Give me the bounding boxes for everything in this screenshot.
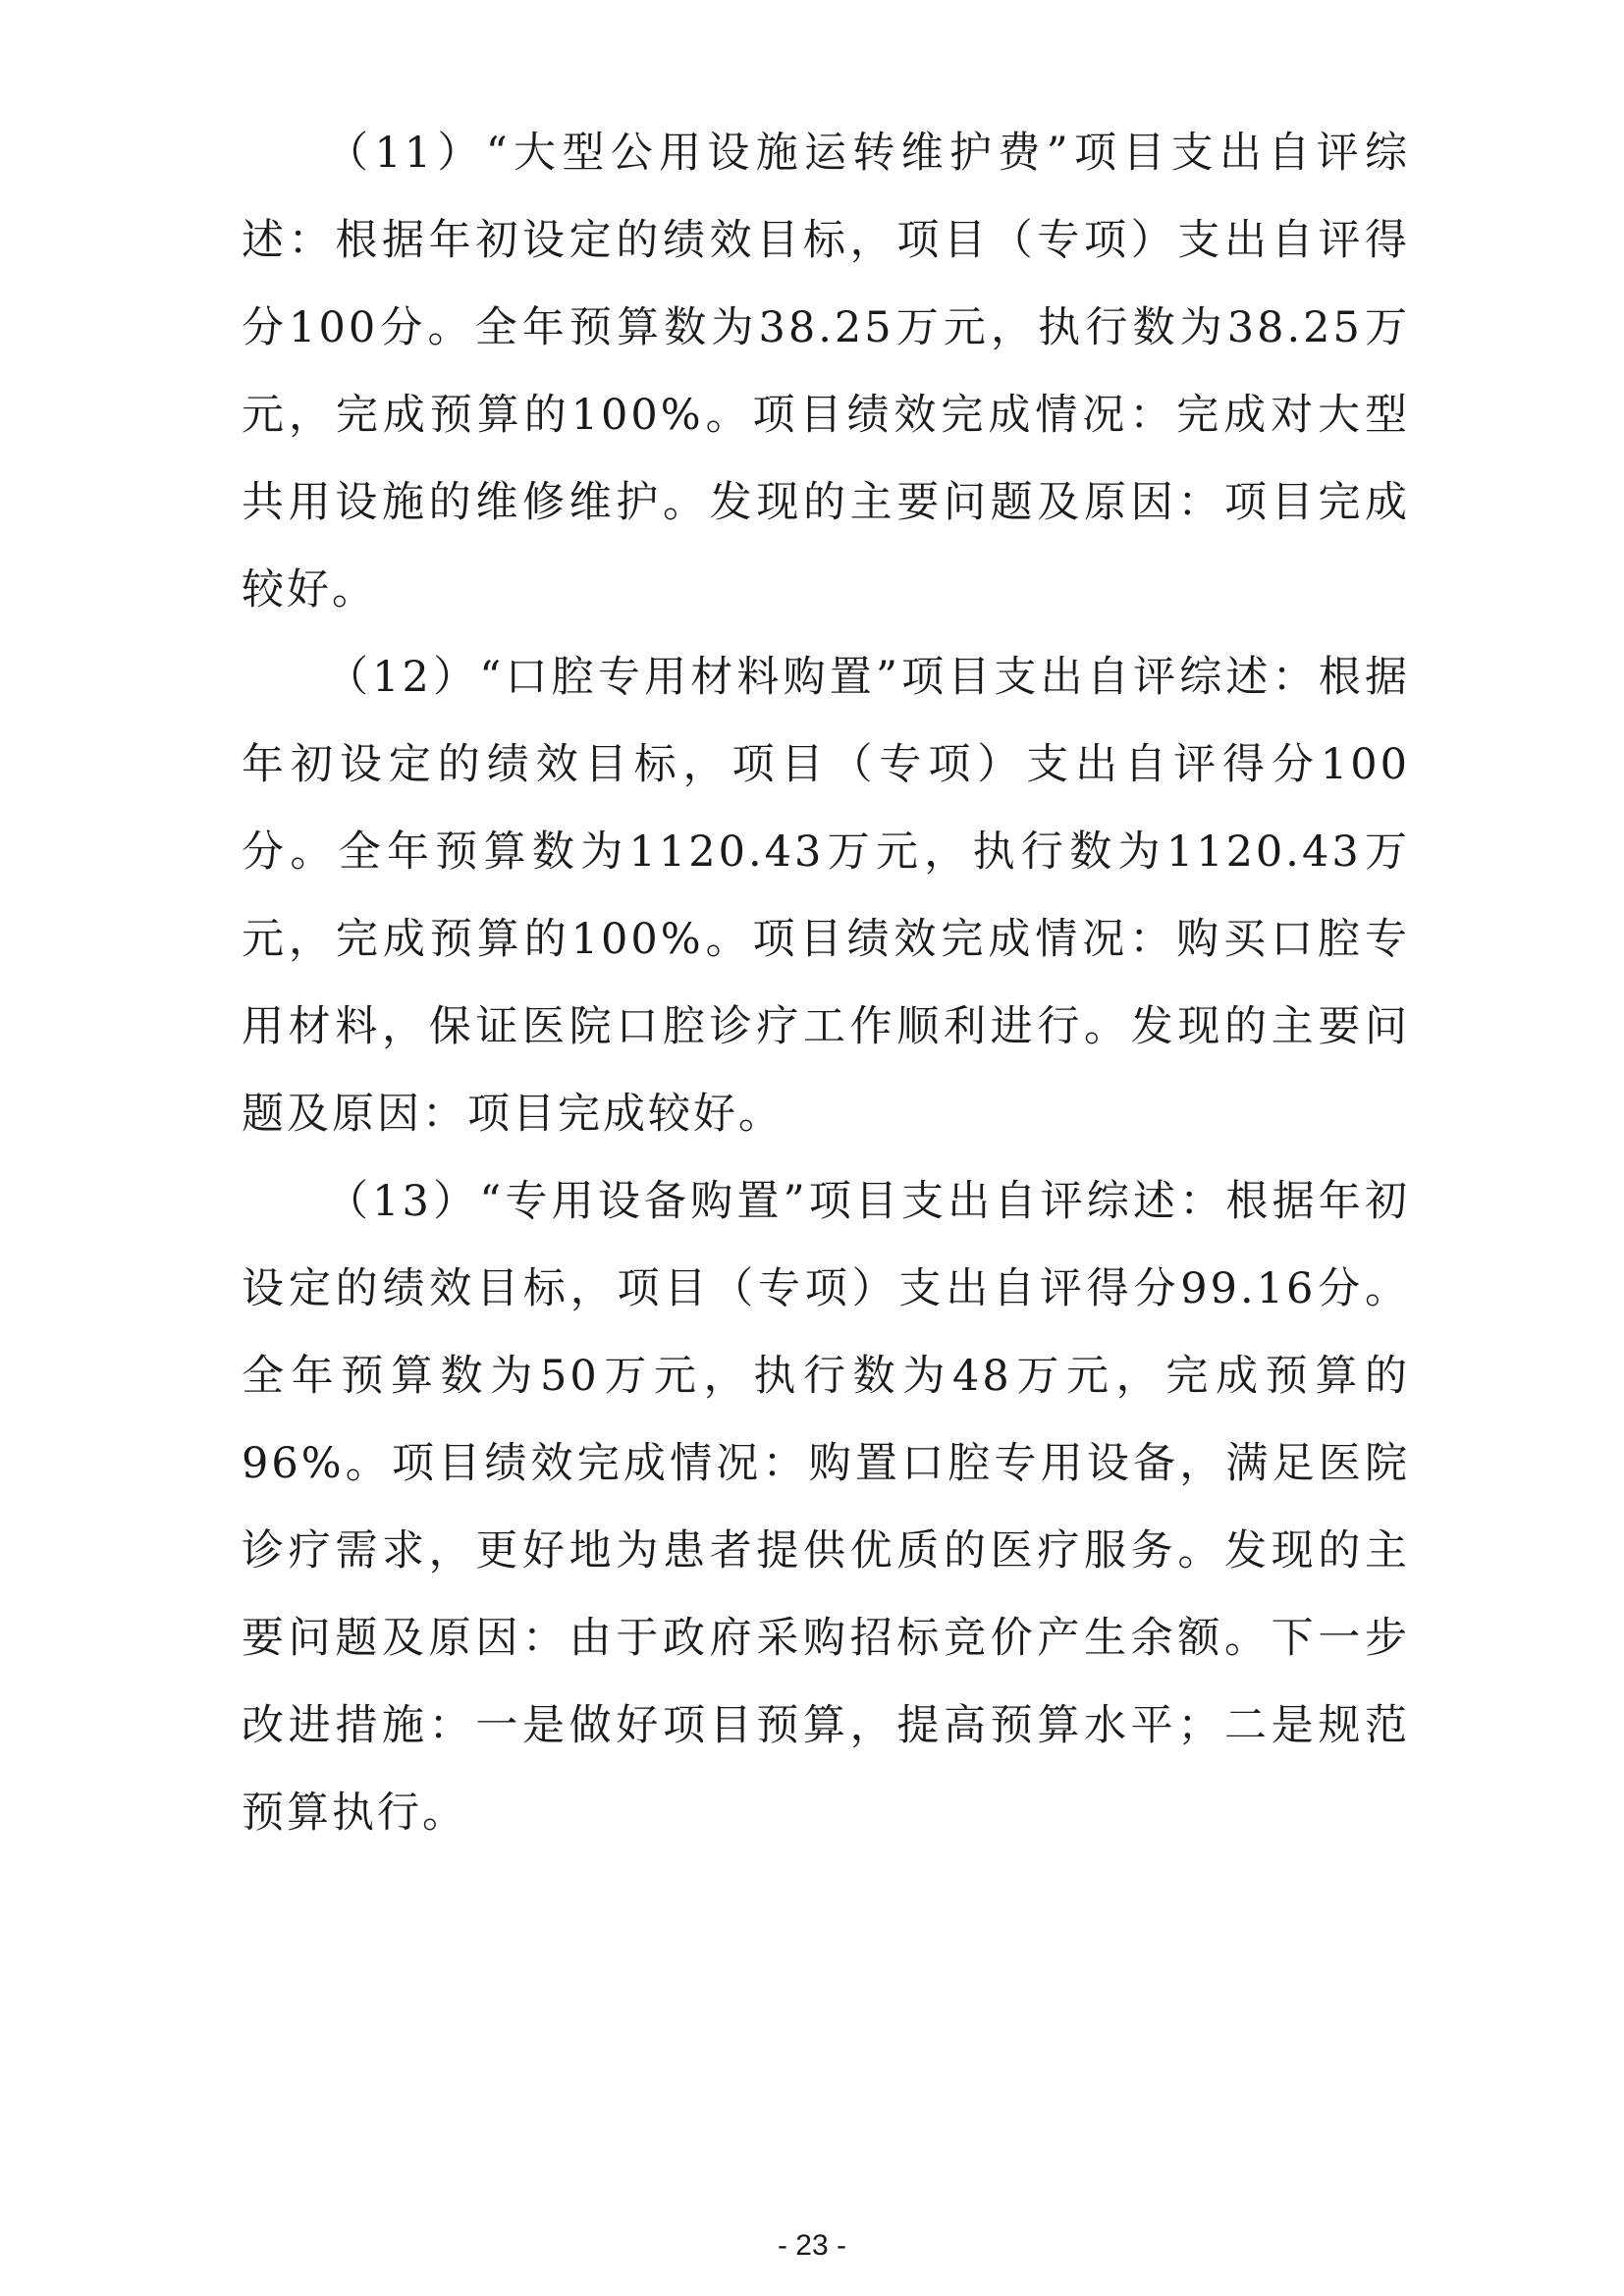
paragraph-item-13: （13）“专用设备购置”项目支出自评综述：根据年初设定的绩效目标，项目（专项）支出自评得分99.16分。全年预算数为50万元，执行数为48万元，完成预算的96%。项目绩效完成情况：购置口腔专用设备，满足医院诊疗需求，更好地为患者提供优质的医疗服务。发现的主要问题及原因：由于政府采购招标竞价产生余额。下一步改进措施：一是做好项目预算，提高预算水平；二是规范预算执行。 (242, 1177, 1410, 1838)
page-number: - 23 - (777, 2229, 847, 2262)
paragraph-item-11: （11）“大型公用设施运转维护费”项目支出自评综述：根据年初设定的绩效目标，项目（专项）支出自评得分100分。全年预算数为38.25万元，执行数为38.25万元，完成预算的100%。项目绩效完成情况：完成对大型共用设施的维修维护。发现的主要问题及原因：项目完成较好。 (242, 129, 1410, 614)
paragraph-item-12: （12）“口腔专用材料购置”项目支出自评综述：根据年初设定的绩效目标，项目（专项）支出自评得分100分。全年预算数为1120.43万元，执行数为1120.43万元，完成预算的100%。项目绩效完成情况：购买口腔专用材料，保证医院口腔诊疗工作顺利进行。发现的主要问题及原因：项目完成较好。 (242, 653, 1410, 1139)
document-body (242, 110, 1410, 1857)
